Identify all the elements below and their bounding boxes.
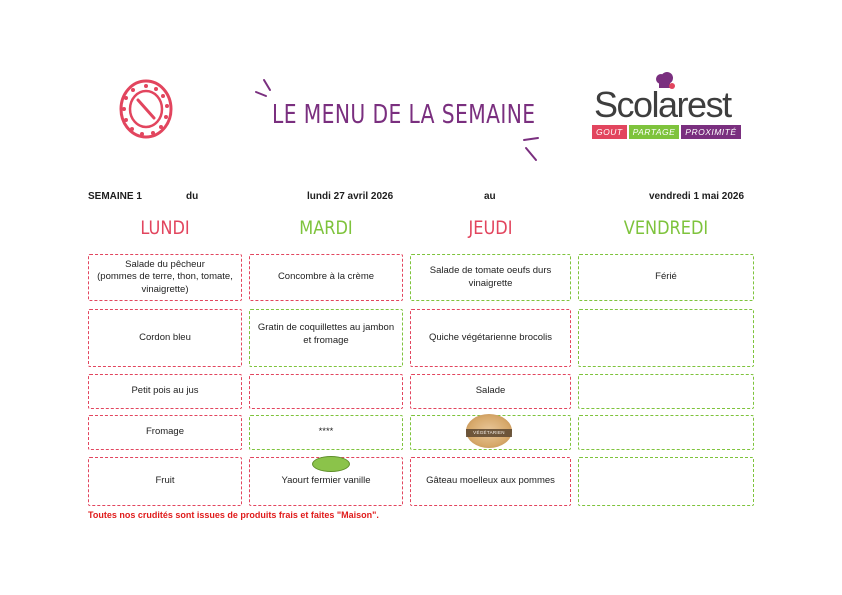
brand-logo: [592, 72, 742, 142]
week-from-word: du: [186, 191, 199, 202]
menu-cell-mardi-dairy: ****: [249, 415, 403, 450]
vegetarian-badge-label: VÉGÉTARIEN: [466, 429, 512, 437]
footnote: Toutes nos crudités sont issues de produits frais et faites "Maison".: [88, 510, 379, 520]
brand-tag-partage: PARTAGE: [629, 125, 680, 139]
day-header-mardi: MARDI: [299, 217, 353, 239]
menu-cell-mardi-side: [249, 374, 403, 409]
menu-cell-lundi-side: Petit pois au jus: [88, 374, 242, 409]
menu-cell-vendredi-dessert: [578, 457, 754, 506]
menu-cell-mardi-dessert: Yaourt fermier vanille: [249, 457, 403, 506]
menu-cell-lundi-starter: Salade du pêcheur (pommes de terre, thon, tomate, vinaigrette): [88, 254, 242, 301]
menu-cell-vendredi-dairy: [578, 415, 754, 450]
week-start-date: lundi 27 avril 2026: [307, 191, 394, 202]
organic-badge-icon: [312, 456, 350, 472]
menu-cell-vendredi-side: [578, 374, 754, 409]
menu-cell-lundi-dessert: Fruit: [88, 457, 242, 506]
title-spark-right-icon: [520, 132, 546, 166]
week-to-word: au: [484, 191, 496, 202]
menu-cell-jeudi-side: Salade: [410, 374, 571, 409]
day-header-vendredi: VENDREDI: [623, 217, 709, 239]
vegetarian-badge-icon: [466, 414, 512, 448]
day-header-lundi: LUNDI: [140, 217, 190, 239]
brand-name: Scolarest: [594, 84, 731, 125]
menu-cell-mardi-starter: Concombre à la crème: [249, 254, 403, 301]
week-end-date: vendredi 1 mai 2026: [649, 191, 745, 202]
menu-cell-vendredi-starter: Férié: [578, 254, 754, 301]
menu-cell-jeudi-dessert: Gâteau moelleux aux pommes: [410, 457, 571, 506]
week-label: SEMAINE 1: [88, 191, 142, 202]
brand-tag-proximite: PROXIMITÉ: [681, 125, 740, 139]
menu-cell-jeudi-main: Quiche végétarienne brocolis: [410, 309, 571, 367]
page-title: LE MENU DE LA SEMAINE: [272, 100, 536, 130]
menu-cell-lundi-dairy: Fromage: [88, 415, 242, 450]
brand-tag-gout: GOUT: [592, 125, 627, 139]
menu-cell-jeudi-starter: Salade de tomate oeufs durs vinaigrette: [410, 254, 571, 301]
menu-cell-mardi-main: Gratin de coquillettes au jambon et fromage: [249, 309, 403, 367]
brand-tags: [592, 125, 741, 139]
plate-logo-icon: [118, 78, 174, 140]
day-header-jeudi: JEUDI: [468, 217, 513, 239]
menu-cell-lundi-main: Cordon bleu: [88, 309, 242, 367]
menu-cell-vendredi-main: [578, 309, 754, 367]
